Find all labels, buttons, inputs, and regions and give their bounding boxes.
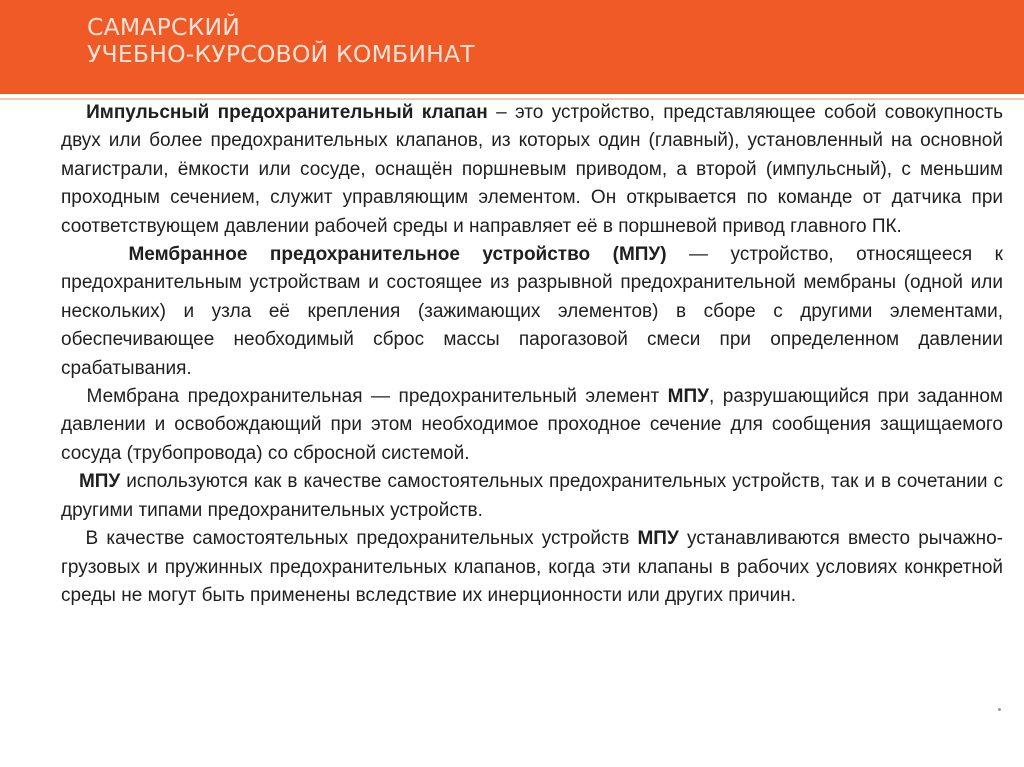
brand-line-1: САМАРСКИЙ (87, 13, 241, 41)
paragraph-membrane (61, 383, 1003, 468)
term-impulse-valve: Импульсный предохранительный клапан (86, 102, 488, 123)
header-band (0, 0, 1024, 94)
paragraph-text: В качестве самостоятельных предохранительных устройств (85, 528, 638, 550)
paragraph-mpu-usage (61, 468, 1003, 525)
term-membrane-device: Мембранное предохранительное устройство (МПУ) (128, 244, 667, 266)
term-mpu: МПУ (78, 471, 121, 493)
term-mpu: МПУ (667, 386, 709, 408)
slide-body (61, 99, 1003, 610)
paragraph-mpu-install (61, 525, 1003, 610)
brand-logo-text (87, 14, 475, 68)
paragraph-text: устанавливаются вместо рычажно-грузовых и пружинных предохранительных клапанов, когда эти клапаны в рабочих условиях конкретной среды не могут быть применены вследствие их инерционности или других причин. (61, 528, 1003, 606)
corner-dot (998, 708, 1001, 711)
paragraph-membrane-device (61, 241, 1003, 383)
brand-line-2: УЧЕБНО-КУРСОВОЙ КОМБИНАТ (87, 40, 475, 68)
paragraph-text: — устройство, относящееся к предохранительным устройствам и состоящее из разрывной предохранительной мембраны (одной или нескольких) и узла её крепления (зажимающих элементов) в сборе с другими элементами, обеспечивающее необходимый сброс массы парогазовой смеси при определенном давлении срабатывания. (61, 244, 1003, 379)
paragraph-text: – это устройство, представляющее собой совокупность двух или более предохранительных клапанов, из которых один (главный), установленный на основной магистрали, ёмкости или сосуде, оснащён поршневым приводом, а второй (импульсный), с меньшим проходным сечением, служит управляющим элементом. Он открывается по команде от датчика при соответствующем давлении рабочей среды и направляет её в поршневой привод главного ПК. (61, 102, 1004, 237)
paragraph-text: используются как в качестве самостоятельных предохранительных устройств, так и в сочетании с другими типами предохранительных устройств. (61, 471, 1004, 521)
paragraph-impulse-valve (61, 99, 1003, 241)
paragraph-text: , разрушающийся при заданном давлении и освобождающий при этом необходимое проходное сечение для сообщения защищаемого сосуда (трубопровода) со сбросной системой. (61, 386, 1003, 464)
paragraph-text: Мембрана предохранительная — предохранительный элемент (86, 386, 668, 408)
term-mpu: МПУ (637, 528, 679, 550)
